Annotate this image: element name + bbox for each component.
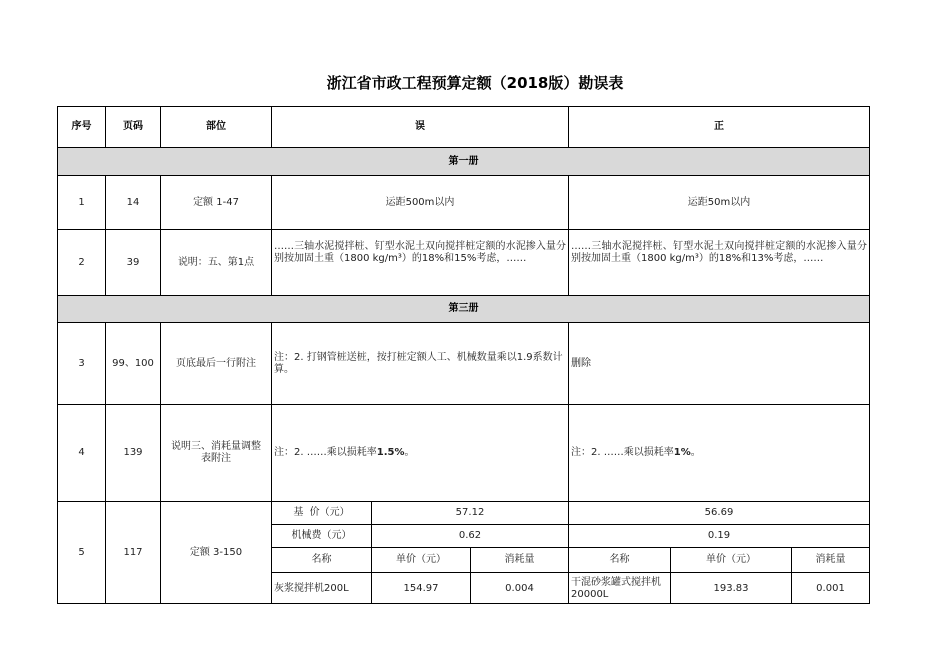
- row4-wrong: 注：2. ……乘以损耗率 1.5% 。: [274, 447, 415, 458]
- correct-item-name: 干混砂浆罐式搅拌机20000L: [571, 576, 661, 600]
- correct-item-price: 193.83: [713, 582, 749, 594]
- row1-wrong: 运距500m以内: [385, 196, 455, 208]
- machine-fee-correct: 0.19: [707, 530, 731, 541]
- row3-seq: 3: [78, 357, 85, 369]
- row5-seq: 5: [78, 547, 85, 558]
- wrong-col-price: 单价（元）: [396, 554, 446, 565]
- row1-seq: 1: [78, 196, 85, 208]
- row2-seq: 2: [78, 256, 85, 268]
- header-seq: 序号: [71, 121, 92, 132]
- header-correct: 正: [714, 121, 724, 132]
- row1-correct: 运距50m以内: [687, 196, 751, 208]
- row4-seq: 4: [78, 447, 85, 458]
- row5-page: 117: [123, 547, 143, 558]
- row2-page: 39: [126, 256, 140, 268]
- wrong-item-name: 灰浆搅拌机200L: [274, 582, 349, 594]
- row1-part: 定额 1-47: [193, 196, 239, 208]
- header-page: 页码: [123, 121, 143, 132]
- row4-page: 139: [123, 447, 143, 458]
- correct-col-name: 名称: [609, 554, 630, 565]
- section-volume-1: 第一册: [58, 148, 869, 175]
- wrong-item-price: 154.97: [403, 582, 439, 594]
- correct-item-qty: 0.001: [816, 582, 845, 594]
- base-price-wrong: 57.12: [455, 507, 485, 518]
- correct-col-price: 单价（元）: [706, 554, 756, 565]
- page-title: 浙江省市政工程预算定额（2018版）勘误表: [326, 74, 624, 92]
- row5-part: 定额 3-150: [189, 547, 243, 558]
- row1-page: 14: [126, 196, 140, 208]
- correct-col-qty: 消耗量: [815, 554, 846, 565]
- row3-wrong: 注：2. 打钢管桩送桩，按打桩定额人工、机械数量乘以1.9系数计算。: [274, 351, 563, 375]
- wrong-item-qty: 0.004: [505, 582, 534, 594]
- base-price-correct: 56.69: [704, 507, 734, 518]
- row2-wrong: ……三轴水泥搅拌桩、钉型水泥土双向搅拌桩定额的水泥掺入量分别按加固土重（1800 kg/m³）的18%和15%考虑，……: [274, 241, 566, 264]
- machine-fee-label: 机械费（元）: [291, 530, 352, 541]
- base-price-label: 基 价（元）: [293, 507, 350, 518]
- row3-correct: 删除: [571, 357, 591, 369]
- row3-page: 99、100: [112, 357, 154, 369]
- row2-part: 说明：五、第1点: [177, 256, 255, 268]
- row4-part: 说明三、消耗量调整表附注: [171, 441, 261, 464]
- header-part: 部位: [206, 121, 226, 132]
- row2-correct: ……三轴水泥搅拌桩、钉型水泥土双向搅拌桩定额的水泥掺入量分别按加固土重（1800 kg/m³）的18%和13%考虑，……: [571, 241, 867, 264]
- row3-part: 页底最后一行附注: [176, 357, 256, 369]
- section-volume-3: 第三册: [58, 296, 869, 322]
- wrong-col-qty: 消耗量: [504, 554, 535, 565]
- wrong-col-name: 名称: [311, 554, 332, 565]
- header-wrong: 误: [415, 121, 425, 132]
- row4-correct: 注：2. ……乘以损耗率 1% 。: [571, 447, 701, 458]
- machine-fee-wrong: 0.62: [458, 530, 482, 541]
